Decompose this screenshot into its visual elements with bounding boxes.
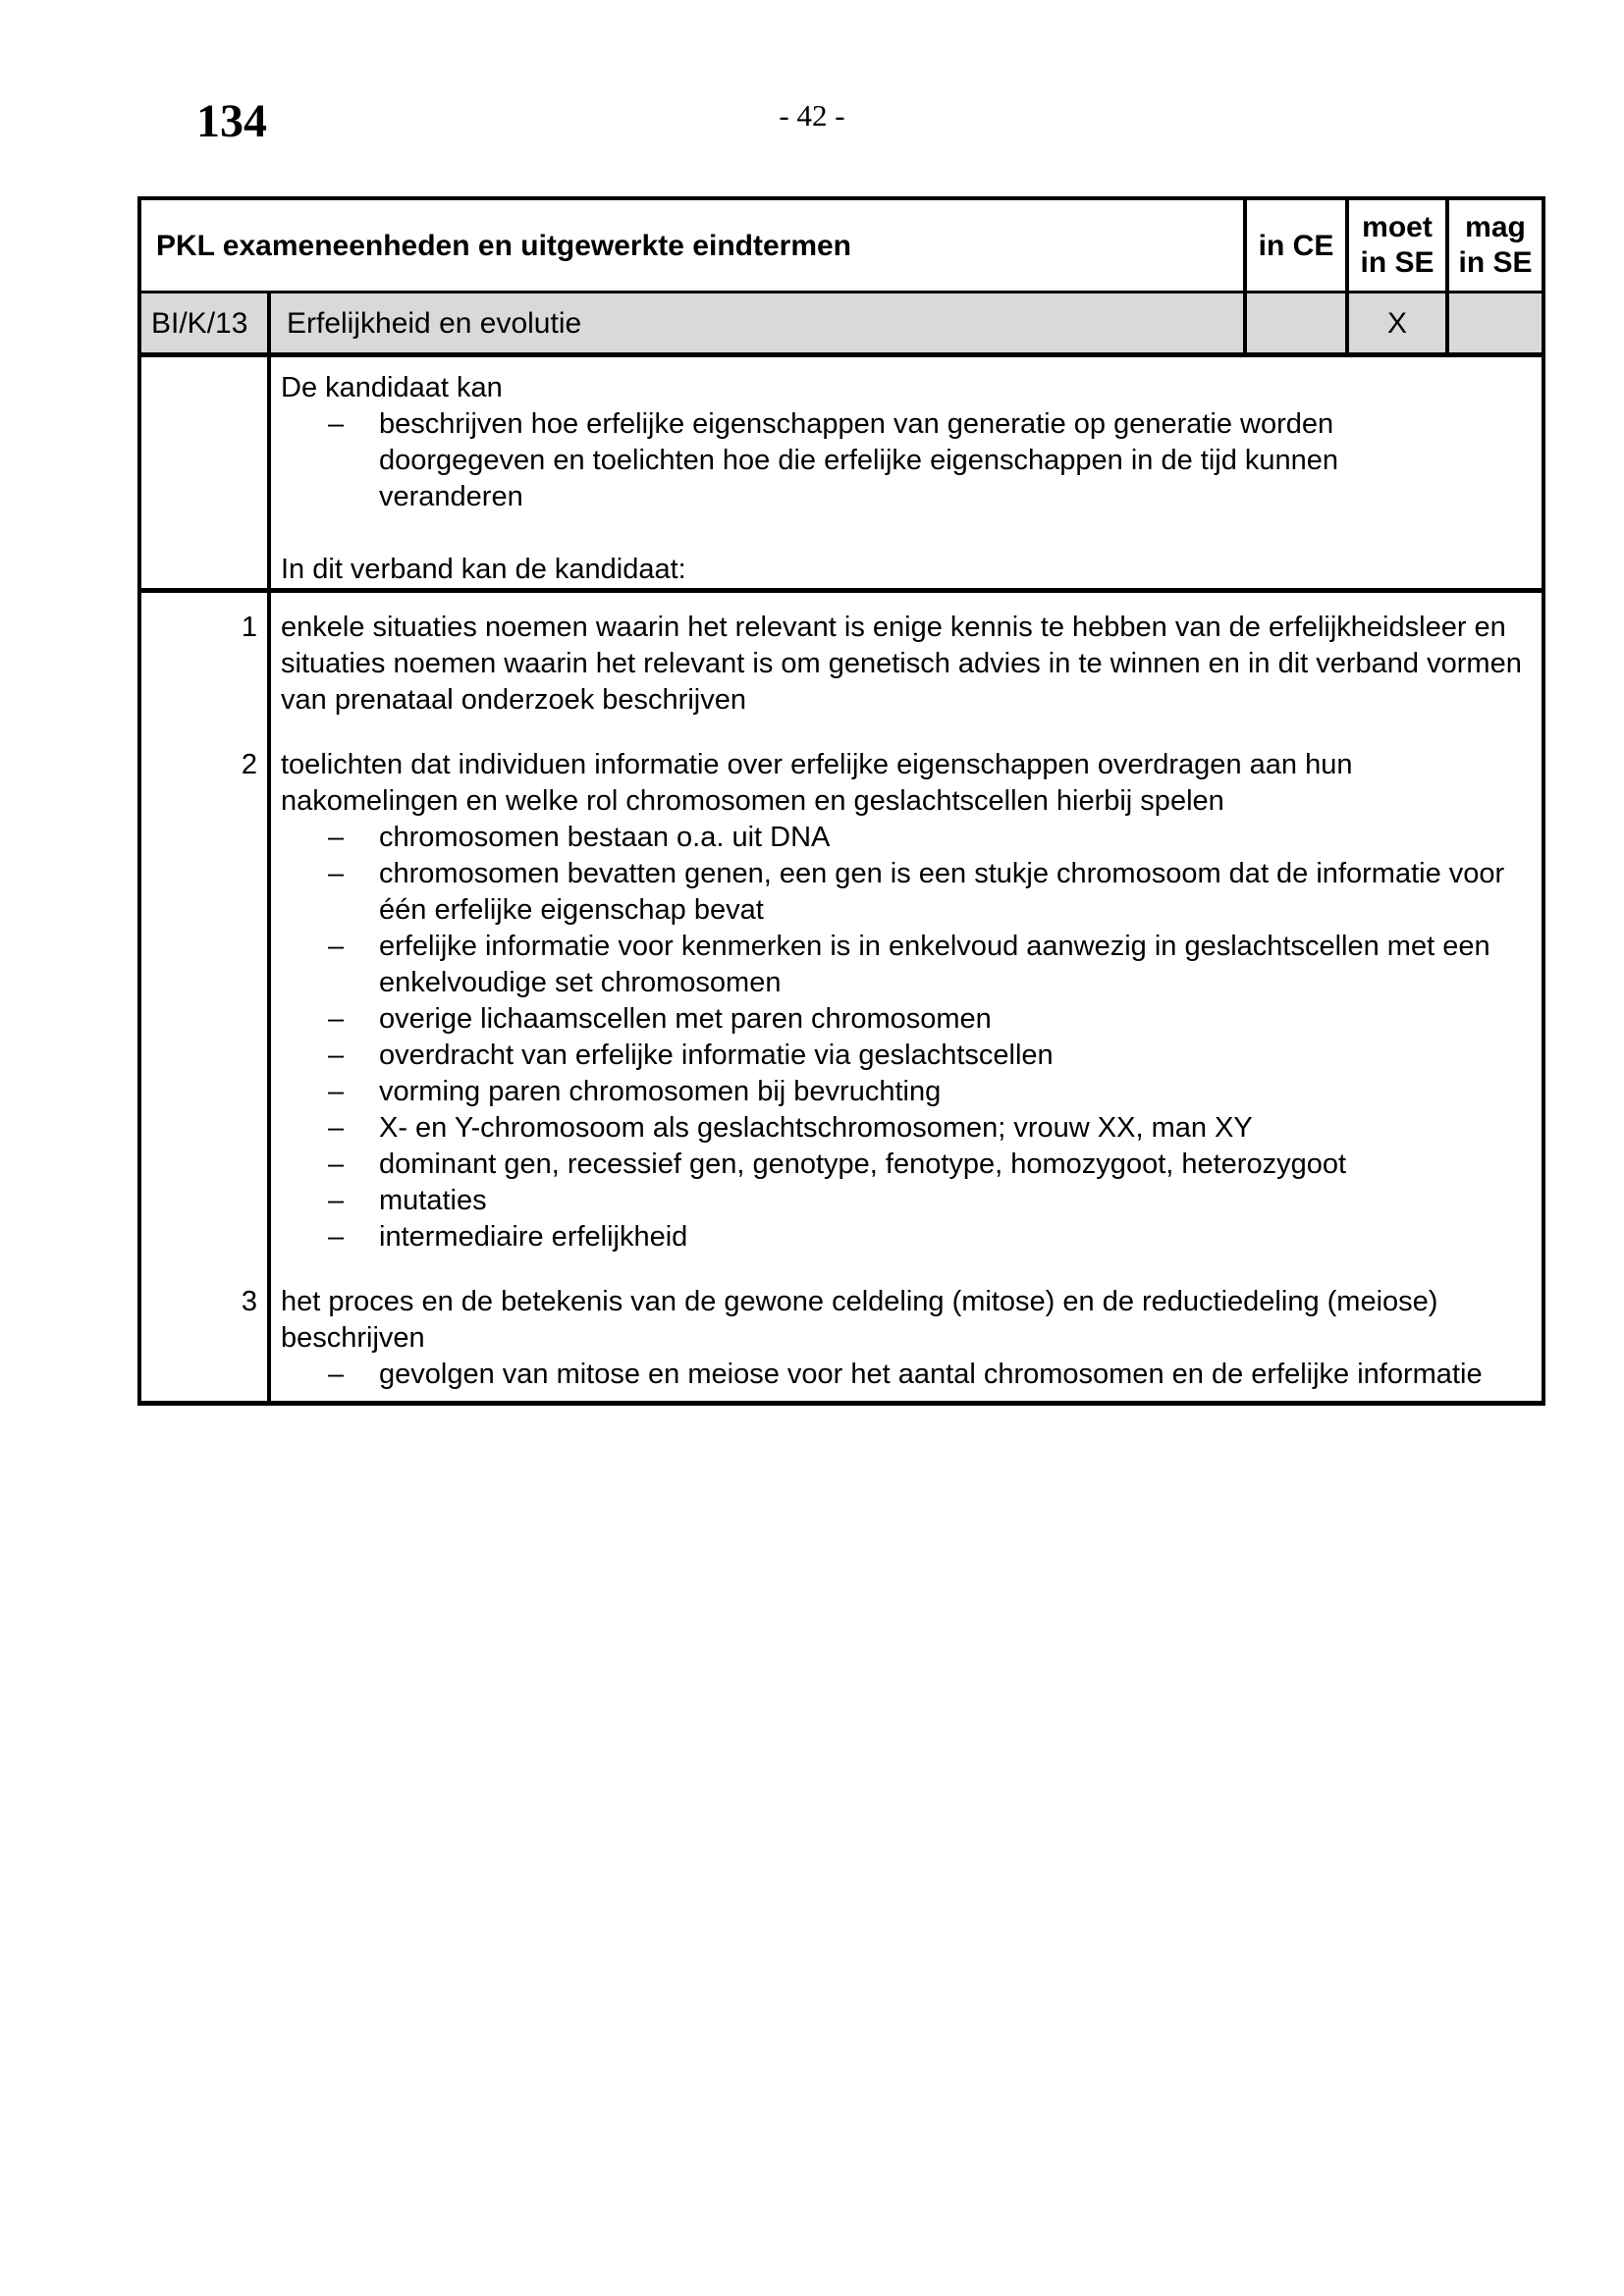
intro-bullet <box>281 406 1542 515</box>
item-bullet-text: dominant gen, recessief gen, genotype, fenotype, homozygoot, heterozygoot <box>379 1148 1347 1180</box>
item-bullet-text: gevolgen van mitose en meiose voor het aantal chromosomen en de erfelijke informatie <box>379 1359 1483 1390</box>
items-section <box>141 593 1542 1401</box>
unit-row <box>141 294 1542 357</box>
item-bullet <box>281 1219 1542 1255</box>
item-bullet-text: overdracht van erfelijke informatie via geslachtscellen <box>379 1040 1054 1071</box>
unit-title: Erfelijkheid en evolutie <box>287 306 582 340</box>
intro-bullet-text: beschrijven hoe erfelijke eigenschappen van generatie op generatie worden doorgegeven en toelichten hoe die erfelijke eigenschappen in de tijd kunnen veranderen <box>379 408 1339 512</box>
item-bullet-text: mutaties <box>379 1185 487 1216</box>
intro-row <box>141 357 1542 593</box>
item-bullet <box>281 1147 1542 1183</box>
page-number-center: - 42 - <box>779 98 845 133</box>
item-bullet <box>281 1001 1542 1038</box>
dash-bullet-marker: – <box>328 1148 345 1180</box>
item-bullet <box>281 1183 1542 1219</box>
header-mag-cell <box>1449 200 1542 291</box>
intro-lead: De kandidaat kan <box>281 372 503 403</box>
item-bullet <box>281 1074 1542 1110</box>
column-header-mag: mag in SE <box>1458 211 1533 279</box>
dash-bullet-marker: – <box>328 1040 345 1071</box>
item-body-cell <box>271 1284 1542 1401</box>
dash-bullet-marker: – <box>328 1221 345 1253</box>
unit-ce-cell <box>1247 294 1349 352</box>
moet-in-se-mark: X <box>1386 306 1407 340</box>
item-bullet-text: erfelijke informatie voor kenmerken is in enkelvoud aanwezig in geslachtscellen met een enkelvoudige set chromosomen <box>379 931 1490 998</box>
dash-bullet-marker: – <box>328 1076 345 1107</box>
dash-bullet-marker: – <box>328 822 345 853</box>
item-text: toelichten dat individuen informatie over erfelijke eigenschappen overdragen aan hun nakomelingen en welke rol chromosomen en geslachtscellen hierbij spelen <box>281 749 1353 817</box>
header-title-cell <box>141 200 1247 291</box>
item-bullet <box>281 929 1542 1001</box>
item-bullet <box>281 1110 1542 1147</box>
column-header-moet: moet in SE <box>1360 211 1435 279</box>
dash-bullet-marker: – <box>328 1112 345 1144</box>
item-bullet <box>281 1038 1542 1074</box>
column-header-ce: in CE <box>1258 229 1334 262</box>
item-number: 2 <box>141 747 271 1284</box>
item-bullet-text: intermediaire erfelijkheid <box>379 1221 688 1253</box>
item-bullet-text: chromosomen bestaan o.a. uit DNA <box>379 822 831 853</box>
dash-bullet-marker: – <box>328 1185 345 1216</box>
dash-bullet-marker: – <box>328 1003 345 1035</box>
header-moet-cell <box>1349 200 1449 291</box>
header-ce-cell <box>1247 200 1349 291</box>
item-body-cell <box>271 747 1542 1284</box>
page-number-left: 134 <box>196 95 267 147</box>
unit-code: BI/K/13 <box>151 306 248 340</box>
dash-bullet-marker: – <box>328 1359 345 1390</box>
item-bullet-text: chromosomen bevatten genen, een gen is een stukje chromosoom dat de informatie voor één erfelijke eigenschap bevat <box>379 858 1505 926</box>
item-row <box>141 747 1542 1284</box>
item-body-cell <box>271 593 1542 747</box>
item-bullet <box>281 1357 1542 1393</box>
table-header-row <box>141 200 1542 294</box>
unit-title-cell <box>271 294 1247 352</box>
blank-line <box>281 515 1542 552</box>
item-bullet-text: overige lichaamscellen met paren chromosomen <box>379 1003 992 1035</box>
item-bullet-text: vorming paren chromosomen bij bevruchting <box>379 1076 942 1107</box>
intro-code-cell <box>141 357 271 588</box>
unit-mag-cell <box>1449 294 1542 352</box>
unit-moet-cell <box>1349 294 1449 352</box>
dash-bullet-marker: – <box>328 858 345 889</box>
item-bullet <box>281 820 1542 856</box>
item-text: enkele situaties noemen waarin het relevant is enige kennis te hebben van de erfelijkheidsleer en situaties noemen waarin het relevant is om genetisch advies in te winnen en in dit verband vormen van prenataal onderzoek beschrijven <box>281 612 1522 716</box>
item-text: het proces en de betekenis van de gewone celdeling (mitose) en de reductiedeling (meiose) beschrijven <box>281 1286 1438 1354</box>
item-bullet <box>281 856 1542 929</box>
intro-body-cell <box>271 357 1542 588</box>
eindtermen-table <box>137 196 1545 1406</box>
item-row <box>141 1284 1542 1401</box>
item-number: 1 <box>141 593 271 747</box>
table-title: PKL exameneenheden en uitgewerkte eindtermen <box>156 229 852 262</box>
unit-code-cell <box>141 294 271 352</box>
dash-bullet-marker: – <box>328 931 345 962</box>
dash-bullet-marker: – <box>328 408 345 440</box>
item-row <box>141 593 1542 747</box>
item-number: 3 <box>141 1284 271 1401</box>
item-bullet-text: X- en Y-chromosoom als geslachtschromosomen; vrouw XX, man XY <box>379 1112 1253 1144</box>
intro-outro: In dit verband kan de kandidaat: <box>281 554 686 585</box>
